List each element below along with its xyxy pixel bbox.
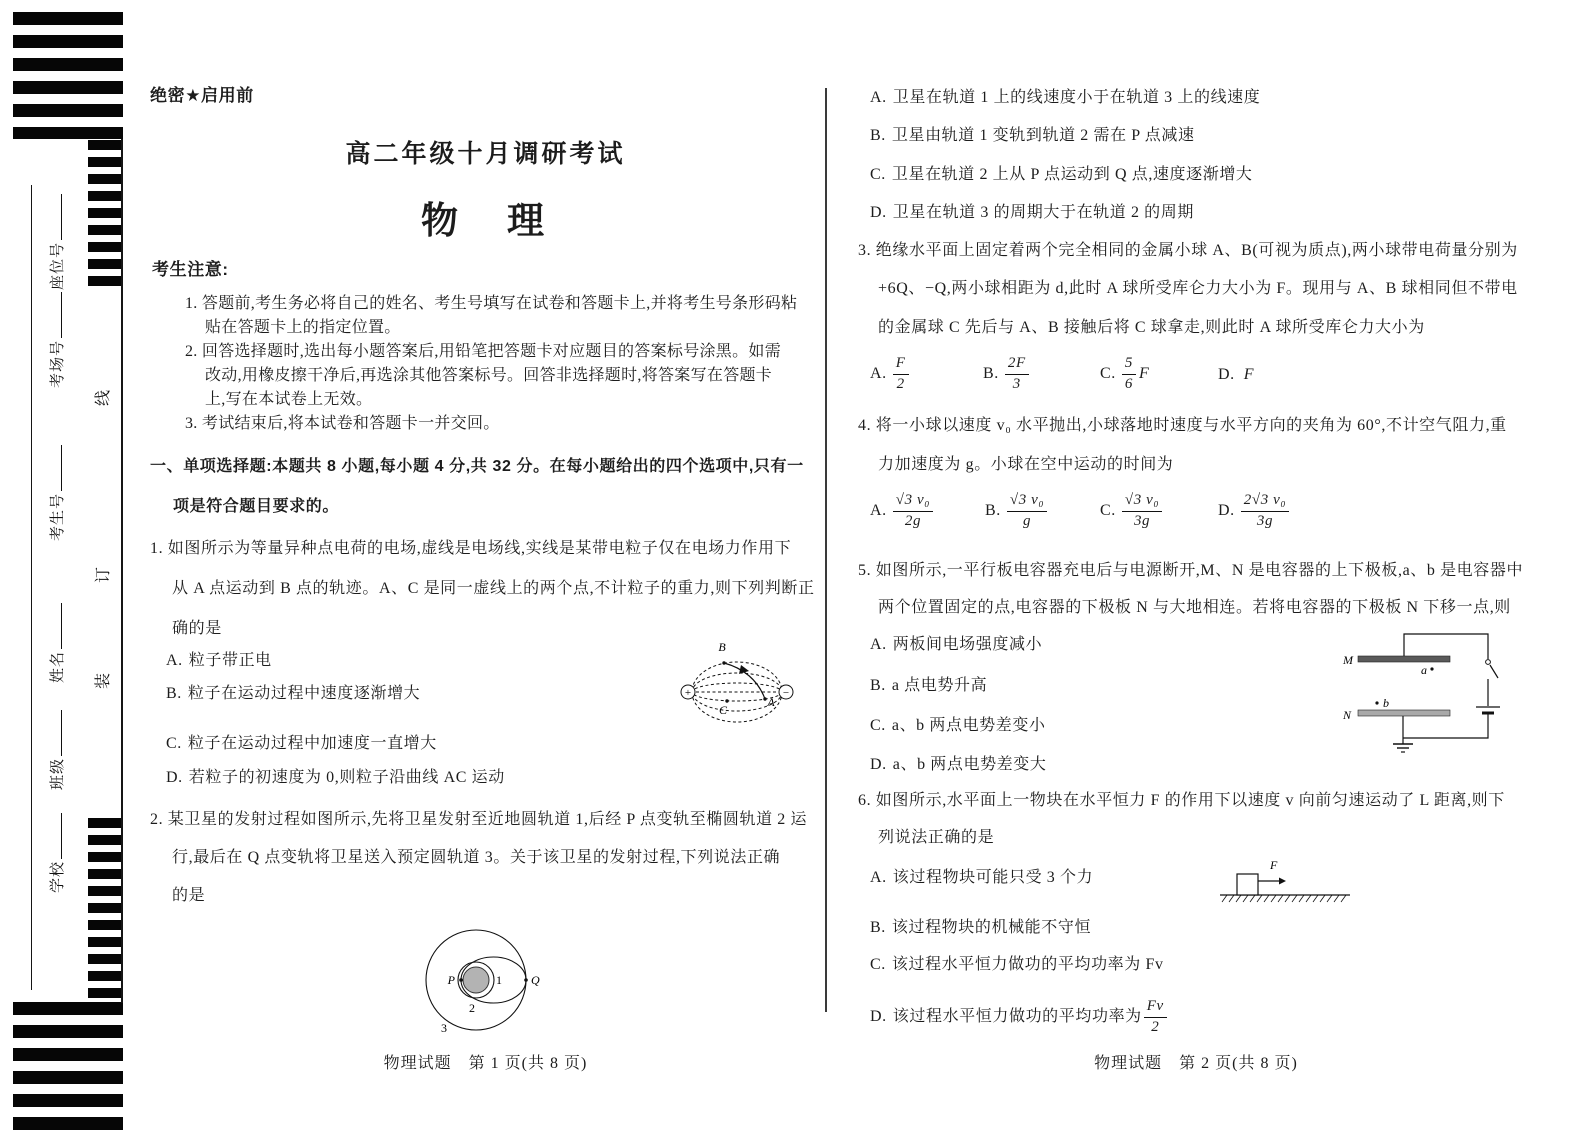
q1-line: 确的是 [172, 620, 222, 637]
seal-label-room-number [46, 278, 68, 402]
seal-label-name [46, 581, 68, 705]
option-label: B. [985, 501, 1001, 519]
blank-underline [48, 445, 62, 491]
option-label: B. [166, 685, 182, 702]
option-text: F [1138, 364, 1150, 382]
barcode-bottom-narrow [88, 818, 122, 1002]
switch-blade [1490, 665, 1498, 678]
wire-top [1404, 634, 1488, 659]
blank-underline [48, 603, 62, 649]
force-f-label: F [1270, 858, 1278, 872]
seal-label-text: 考生号 [50, 493, 66, 542]
q2-line: 行,最后在 Q 点变轨将卫星送入预定圆轨道 3。关于该卫星的发射过程,下列说法正确 [172, 849, 781, 866]
option-label: A. [870, 364, 887, 382]
q2-option-c [870, 165, 1253, 185]
fraction-numerator: Fv [1144, 998, 1167, 1018]
point-b-label: b [1383, 696, 1389, 710]
block [1237, 874, 1258, 895]
confidential-banner: 绝密★启用前 [150, 86, 254, 105]
section-heading-line1: 一、单项选择题:本题共 8 小题,每小题 4 分,共 32 分。在每小题给出的四个选项中,只有一 [150, 458, 804, 475]
fraction-numerator: √3 v₀ [1122, 492, 1162, 512]
fraction-numerator: √3 v₀ [1007, 492, 1047, 512]
q4-option-d [1218, 492, 1289, 530]
point-p-label: P [447, 973, 455, 987]
point-b-label: B [718, 640, 726, 654]
option-label: B. [870, 919, 886, 936]
q2-option-b [870, 126, 1195, 146]
orbit-1-label: 1 [496, 973, 502, 987]
point-a-label: a [1421, 663, 1427, 677]
fold-char-bind: 装 [95, 673, 112, 690]
fraction-denominator: 2g [904, 512, 922, 529]
option-label: C. [166, 735, 182, 752]
figure-block-on-ground [1215, 855, 1360, 905]
option-text: a、b 两点电势差变大 [892, 756, 1047, 773]
notice-line: 2. 回答选择题时,选出每小题答案后,用铅笔把答题卡对应题目的答案标号涂黑。如需 [185, 343, 782, 360]
section-heading-line2: 项是符合题目要求的。 [173, 498, 340, 515]
q2-option-a [870, 88, 1260, 108]
fraction-denominator: 3g [1133, 512, 1151, 529]
plate-n-label: N [1343, 708, 1352, 722]
option-text: 卫星在轨道 2 上从 P 点运动到 Q 点,速度逐渐增大 [891, 166, 1253, 183]
minus-sign: − [782, 687, 790, 699]
option-label: A. [870, 501, 887, 519]
page-divider-line [825, 88, 827, 1012]
fraction-denominator: 3g [1256, 512, 1274, 529]
option-text: 该过程水平恒力做功的平均功率为 Fv [891, 956, 1164, 973]
q5-option-b [870, 676, 987, 696]
seal-label-text: 座位号 [50, 242, 66, 291]
trajectory-arrow [739, 665, 749, 674]
fraction-numerator: 2F [1005, 355, 1029, 375]
plate-m [1358, 656, 1450, 662]
seal-label-text: 考场号 [50, 340, 66, 389]
option-label: A. [870, 89, 887, 106]
q3-option-a [870, 355, 909, 393]
q6-option-b [870, 918, 1091, 938]
option-label: D. [1218, 501, 1235, 519]
blank-underline [48, 292, 62, 338]
barcode-top-narrow [88, 140, 122, 289]
wire-bottom [1403, 714, 1488, 738]
notice-heading: 考生注意: [152, 260, 229, 279]
q4-line: 力加速度为 g。小球在空中运动的时间为 [878, 456, 1174, 473]
option-text: 卫星由轨道 1 变轨到轨道 2 需在 P 点减速 [891, 127, 1195, 144]
option-label: D. [870, 204, 887, 221]
option-text: 粒子在运动过程中加速度一直增大 [187, 735, 437, 752]
seal-label-text: 姓名 [50, 651, 66, 684]
option-text: 卫星在轨道 3 的周期大于在轨道 2 的周期 [892, 204, 1194, 221]
option-label: C. [1100, 501, 1116, 519]
q3-line: 3. 绝缘水平面上固定着两个完全相同的金属小球 A、B(可视为质点),两小球带电荷量分别为 [858, 242, 1518, 259]
option-text: 粒子带正电 [188, 652, 272, 669]
seal-label-candidate-number [46, 431, 68, 555]
seal-left-line [31, 185, 32, 990]
seal-label-text: 班级 [50, 758, 66, 791]
q4-option-c [1100, 492, 1162, 530]
option-label: A. [166, 652, 183, 669]
q4-option-a [870, 492, 933, 530]
orbit-2-label: 2 [469, 1001, 475, 1015]
option-label: C. [1100, 364, 1116, 382]
option-text: 粒子在运动过程中速度逐渐增大 [187, 685, 421, 702]
fraction-denominator: 3 [1012, 375, 1021, 392]
option-text: F [1243, 366, 1255, 383]
fraction-denominator: 6 [1124, 375, 1133, 392]
q3-line: +6Q、−Q,两小球相距为 d,此时 A 球所受库仑力大小为 F。现用与 A、B 球相同但不带电 [878, 280, 1518, 297]
subject-title: 物 理 [421, 201, 550, 242]
ground-hatching [1222, 895, 1346, 902]
option-label: C. [870, 956, 886, 973]
option-label: D. [870, 756, 887, 773]
fraction-numerator: √3 v₀ [893, 492, 933, 512]
option-label: C. [870, 166, 886, 183]
q3-option-d [1218, 365, 1254, 385]
figure-dipole-field [648, 638, 800, 738]
fraction-numerator: 2√3 v₀ [1241, 492, 1289, 512]
option-text: a、b 两点电势差变小 [891, 717, 1046, 734]
barcode-bottom-wide [13, 1002, 123, 1130]
page-2 [855, 0, 1537, 1138]
q1-option-d [166, 768, 505, 788]
orbit-3-label: 3 [441, 1021, 447, 1035]
option-label: B. [870, 127, 886, 144]
fold-char-staple: 订 [95, 567, 112, 584]
option-label: D. [870, 1007, 887, 1025]
q6-line: 列说法正确的是 [878, 829, 995, 846]
q3-line: 的金属球 C 先后与 A、B 接触后将 C 球拿走,则此时 A 球所受库仑力大小为 [878, 319, 1425, 336]
plus-sign: + [684, 687, 692, 699]
option-label: B. [870, 677, 886, 694]
blank-underline [48, 710, 62, 756]
exam-title: 高二年级十月调研考试 [345, 141, 626, 168]
option-label: A. [870, 636, 887, 653]
q5-option-c [870, 716, 1046, 736]
option-label: D. [166, 769, 183, 786]
q5-option-a [870, 635, 1042, 655]
q3-option-c [1100, 355, 1149, 393]
notice-line: 上,写在本试卷上无效。 [205, 391, 373, 408]
option-text: 两板间电场强度减小 [892, 636, 1043, 653]
q1-line: 从 A 点运动到 B 点的轨迹。A、C 是同一虚线上的两个点,不计粒子的重力,则下列判断正 [172, 580, 815, 597]
q4-line: 4. 将一小球以速度 v₀ 水平抛出,小球落地时速度与水平方向的夹角为 60°,不计空气阻力,重 [858, 417, 1507, 434]
option-text: 该过程物块的机械能不守恒 [891, 919, 1092, 936]
q5-line: 两个位置固定的点,电容器的下极板 N 与大地相连。若将电容器的下极板 N 下移一点,则 [878, 599, 1511, 616]
q6-option-a [870, 868, 1093, 888]
q1-option-a [166, 651, 272, 671]
fraction-denominator: 2 [1151, 1018, 1160, 1035]
q5-option-d [870, 755, 1046, 775]
option-label: D. [1218, 366, 1235, 383]
option-text: 卫星在轨道 1 上的线速度小于在轨道 3 上的线速度 [892, 89, 1261, 106]
force-arrowhead [1279, 878, 1286, 885]
q3-option-b [983, 355, 1029, 393]
q1-line: 1. 如图所示为等量异种点电荷的电场,虚线是电场线,实线是某带电粒子仅在电场力作用下 [150, 540, 792, 557]
blank-underline [48, 813, 62, 859]
fraction-numerator: 5 [1122, 355, 1136, 375]
q2-line: 的是 [172, 887, 206, 904]
q6-option-c [870, 955, 1164, 975]
notice-line: 改动,用橡皮擦干净后,再选涂其他答案标号。回答非选择题时,将答案写在答题卡 [205, 367, 773, 384]
earth [463, 967, 489, 993]
fraction-denominator: g [1023, 512, 1032, 529]
q1-option-c [166, 734, 437, 754]
plate-m-label: M [1343, 653, 1353, 667]
point-a-label: A [767, 695, 775, 709]
option-label: A. [870, 869, 887, 886]
option-label: B. [983, 364, 999, 382]
point-q-label: Q [531, 973, 540, 987]
q6-option-d [870, 998, 1167, 1036]
option-text: 该过程水平恒力做功的平均功率为 [892, 1007, 1142, 1025]
fold-char-line: 线 [95, 390, 112, 407]
fraction-numerator: F [893, 355, 909, 375]
option-label: C. [870, 717, 886, 734]
q1-option-b [166, 684, 420, 704]
notice-line: 3. 考试结束后,将本试卷和答题卡一并交回。 [185, 415, 500, 432]
q5-line: 5. 如图所示,一平行板电容器充电后与电源断开,M、N 是电容器的上下极板,a、b 是电容器中 [858, 562, 1524, 579]
page1-footer: 物理试题 第 1 页(共 8 页) [383, 1055, 588, 1072]
option-text: 该过程物块可能只受 3 个力 [892, 869, 1094, 886]
barcode-top-wide [13, 12, 123, 139]
option-text: a 点电势升高 [891, 677, 988, 694]
q2-option-d [870, 203, 1194, 223]
q2-line: 2. 某卫星的发射过程如图所示,先将卫星发射至近地圆轨道 1,后经 P 点变轨至椭圆轨道 2 运 [150, 811, 808, 828]
page2-footer: 物理试题 第 2 页(共 8 页) [1094, 1055, 1298, 1072]
figure-capacitor-circuit [1335, 628, 1515, 760]
figure-satellite-orbits [415, 918, 547, 1038]
blank-underline [48, 194, 62, 240]
notice-line: 1. 答题前,考生务必将自己的姓名、考生号填写在试卷和答题卡上,并将考生号条形码粘 [185, 295, 798, 312]
seal-label-school [46, 791, 68, 915]
q4-option-b [985, 492, 1047, 530]
point-c-label: C [718, 703, 728, 717]
plate-n [1358, 710, 1450, 716]
fraction-denominator: 2 [896, 375, 905, 392]
switch-pivot [1486, 660, 1491, 665]
notice-line: 贴在答题卡上的指定位置。 [205, 319, 401, 336]
option-text: 若粒子的初速度为 0,则粒子沿曲线 AC 运动 [188, 769, 505, 786]
q6-line: 6. 如图所示,水平面上一物块在水平恒力 F 的作用下以速度 v 向前匀速运动了 L 距离,则下 [858, 792, 1505, 809]
seal-right-line [121, 139, 123, 1003]
seal-label-text: 学校 [50, 861, 66, 894]
